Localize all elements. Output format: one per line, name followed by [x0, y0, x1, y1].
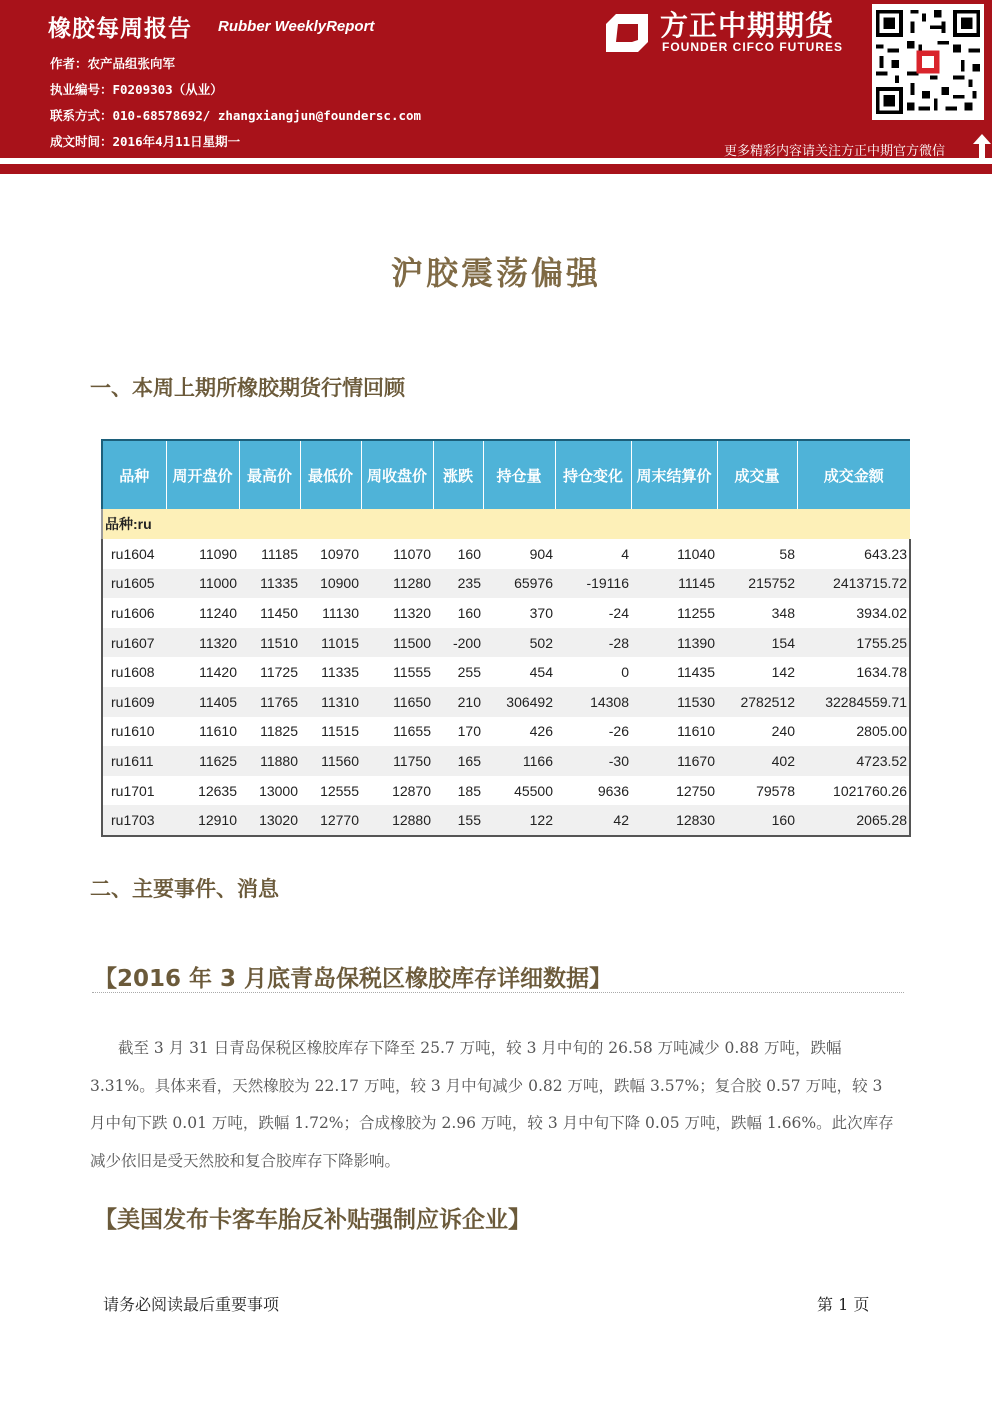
table-cell: 1021760.26 — [797, 776, 910, 806]
column-header: 品种 — [102, 440, 166, 509]
table-cell: 165 — [433, 746, 483, 776]
table-row — [102, 628, 910, 658]
company-logo-icon — [604, 12, 650, 54]
wechat-qr-code-icon — [872, 4, 984, 120]
table-cell: -28 — [555, 628, 631, 658]
table-cell: 11185 — [261, 545, 298, 562]
wechat-follow-note: 更多精彩内容请关注方正中期官方微信 — [724, 144, 946, 159]
table-cell: 1755.25 — [797, 628, 910, 658]
table-cell: 11240 — [199, 604, 237, 621]
table-cell: 11420 — [199, 664, 237, 681]
table-cell: 155 — [433, 805, 483, 836]
table-cell: 11500 — [361, 628, 433, 658]
table-cell: 11335 — [321, 664, 359, 681]
table-cell: 11880 — [239, 746, 300, 776]
news-body-qingdao-inventory: 截至 3 月 31 日青岛保税区橡胶库存下降至 25.7 万吨，较 3 月中旬的 26.58 万吨减少 0.88 万吨，跌幅 3.31%。具体来看，天然橡胶为 22.17 万吨，较 3 月中旬减少 0.82 万吨，跌幅 3.57%；复合胶 0.57 万吨，较 3 月中旬下跌 0.01 万吨，跌幅 1.72%；合成橡胶为 2.96 万吨，较 3 月中旬下降 0.05 万吨，跌幅 1.66%。此次库存减少依旧是受天然胶和复合胶库存下降影响。 — [90, 1039, 894, 1170]
table-cell: 58 — [779, 545, 795, 562]
column-header: 成交金额 — [797, 440, 910, 509]
table-cell: 11090 — [199, 545, 237, 562]
author-line: 作者：农产品组张向军 — [50, 56, 176, 71]
table-cell: 12750 — [676, 782, 715, 799]
table-cell: 11015 — [300, 628, 361, 658]
table-cell: 643.23 — [797, 539, 910, 569]
column-header: 最低价 — [300, 440, 361, 509]
table-cell: 11040 — [677, 545, 715, 562]
table-cell: 2805.00 — [797, 717, 910, 747]
table-cell: 122 — [483, 805, 555, 836]
contract-code-cell: ru1605 — [102, 569, 166, 599]
contract-code-cell: ru1701 — [102, 776, 166, 806]
table-cell: 11765 — [239, 687, 300, 717]
table-cell: 11335 — [239, 569, 300, 599]
table-cell: 11320 — [166, 628, 239, 658]
column-header: 最高价 — [239, 440, 300, 509]
table-cell: 11610 — [677, 723, 715, 740]
table-cell: 13000 — [259, 782, 298, 799]
contract-code-cell: ru1604 — [102, 539, 166, 569]
quotes-table — [101, 439, 909, 837]
table-cell: 2413715.72 — [797, 569, 910, 599]
contract-code-cell: ru1608 — [102, 657, 166, 687]
table-cell: 65976 — [483, 569, 555, 599]
table-cell: 160 — [717, 805, 797, 836]
table-cell: 11610 — [199, 723, 237, 740]
table-cell: 10970 — [320, 545, 359, 562]
table-cell: 348 — [771, 604, 795, 621]
table-cell: 11560 — [300, 746, 361, 776]
table-cell: 11000 — [166, 569, 239, 599]
date-line: 成文时间：2016年4月11日星期一 — [50, 134, 241, 149]
news-title-qingdao-inventory: 【2016 年 3 月底青岛保税区橡胶库存详细数据】 — [94, 966, 613, 992]
table-cell: -26 — [608, 723, 629, 740]
table-cell: 11310 — [300, 687, 361, 717]
table-cell: 306492 — [483, 687, 555, 717]
table-cell: 12555 — [320, 782, 359, 799]
table-cell: 11530 — [631, 687, 717, 717]
table-cell: 11650 — [361, 687, 433, 717]
table-row — [102, 657, 910, 687]
table-cell: 185 — [457, 782, 481, 799]
table-cell: 454 — [529, 664, 553, 681]
table-cell: 12830 — [631, 805, 717, 836]
company-name-en: FOUNDER CIFCO FUTURES — [662, 40, 843, 54]
table-cell: 12910 — [166, 805, 239, 836]
section-heading-market-review: 一、本周上期所橡胶期货行情回顾 — [90, 376, 405, 400]
table-cell: 12870 — [392, 782, 431, 799]
table-cell: 11750 — [361, 746, 433, 776]
table-cell: 12635 — [198, 782, 237, 799]
table-cell: 235 — [433, 569, 483, 599]
table-cell: -200 — [433, 628, 483, 658]
table-cell: -24 — [608, 604, 629, 621]
table-cell: 11130 — [322, 604, 359, 621]
table-cell: 1166 — [483, 746, 555, 776]
header-divider — [0, 164, 992, 174]
report-title-cn: 橡胶每周报告 — [48, 16, 192, 42]
table-cell: 45500 — [514, 782, 553, 799]
table-cell: 2065.28 — [797, 805, 910, 836]
table-cell: 9636 — [597, 782, 629, 799]
table-cell: 11070 — [393, 545, 431, 562]
contract-code-cell: ru1609 — [102, 687, 166, 717]
table-cell: -30 — [555, 746, 631, 776]
table-cell: 11655 — [393, 723, 431, 740]
table-cell: 12770 — [300, 805, 361, 836]
section-heading-events: 二、主要事件、消息 — [90, 877, 279, 901]
table-cell: 11625 — [166, 746, 239, 776]
table-row — [102, 746, 910, 776]
table-cell: 12880 — [361, 805, 433, 836]
table-cell: 11405 — [166, 687, 239, 717]
table-cell: 160 — [457, 604, 481, 621]
table-cell: 240 — [771, 723, 795, 740]
table-cell: 154 — [717, 628, 797, 658]
table-cell: 142 — [771, 664, 795, 681]
table-cell: 11515 — [321, 723, 359, 740]
table-row — [102, 805, 910, 836]
table-cell: 904 — [529, 545, 553, 562]
table-cell: 210 — [433, 687, 483, 717]
column-header: 持仓变化 — [555, 440, 631, 509]
table-cell: 11725 — [260, 664, 298, 681]
table-cell: 3934.02 — [797, 598, 910, 628]
contract-code-cell: ru1611 — [102, 746, 166, 776]
report-title-en: Rubber WeeklyReport — [218, 18, 375, 35]
table-cell: 11555 — [393, 664, 431, 681]
contract-code-cell: ru1703 — [102, 805, 166, 836]
column-header: 周末结算价 — [631, 440, 717, 509]
dotted-divider — [92, 992, 904, 993]
table-cell: 14308 — [555, 687, 631, 717]
table-cell: 79578 — [756, 782, 795, 799]
footer-notice: 请务必阅读最后重要事项 — [103, 1295, 280, 1314]
table-row — [102, 539, 910, 569]
arrow-up-icon — [972, 132, 992, 160]
column-header: 成交量 — [717, 440, 797, 509]
table-cell: 11145 — [631, 569, 717, 599]
variety-label: 品种:ru — [102, 509, 910, 539]
table-cell: 502 — [483, 628, 555, 658]
table-cell: 11280 — [361, 569, 433, 599]
table-cell: 11825 — [260, 723, 298, 740]
table-cell: 13020 — [239, 805, 300, 836]
table-cell: 4 — [621, 545, 629, 562]
table-cell: 11670 — [631, 746, 717, 776]
column-header: 持仓量 — [483, 440, 555, 509]
company-name-cn: 方正中期期货 — [660, 9, 835, 42]
table-cell: 255 — [457, 664, 481, 681]
table-cell: 2782512 — [717, 687, 797, 717]
column-header: 涨跌 — [433, 440, 483, 509]
contract-code-cell: ru1607 — [102, 628, 166, 658]
contract-code-cell: ru1606 — [102, 598, 166, 628]
table-cell: 11390 — [631, 628, 717, 658]
table-row — [102, 598, 910, 628]
report-header — [0, 0, 992, 158]
contract-code-cell: ru1610 — [102, 717, 166, 747]
table-cell: 4723.52 — [797, 746, 910, 776]
table-cell: -19116 — [555, 569, 631, 599]
table-cell: 426 — [529, 723, 553, 740]
table-cell: 0 — [621, 664, 629, 681]
contact-line: 联系方式：010-68578692/ zhangxiangjun@foundersc.com — [50, 108, 422, 123]
page-title: 沪胶震荡偏强 — [390, 254, 601, 292]
table-row — [102, 569, 910, 599]
column-header: 周收盘价 — [361, 440, 433, 509]
table-cell: 370 — [529, 604, 553, 621]
table-cell: 10900 — [300, 569, 361, 599]
table-cell: 11255 — [677, 604, 715, 621]
table-row — [102, 776, 910, 806]
table-cell: 160 — [457, 545, 481, 562]
variety-row — [102, 509, 910, 539]
table-cell: 215752 — [717, 569, 797, 599]
table-cell: 11450 — [260, 604, 298, 621]
license-line: 执业编号：F0209303（从业） — [50, 82, 223, 97]
table-cell: 1634.78 — [797, 657, 910, 687]
table-row — [102, 687, 910, 717]
news-title-us-tire-countervailing: 【美国发布卡客车胎反补贴强制应诉企业】 — [94, 1207, 531, 1233]
page-number: 第 1 页 — [817, 1295, 870, 1314]
table-cell: 11510 — [239, 628, 300, 658]
table-cell: 11435 — [677, 664, 715, 681]
column-header: 周开盘价 — [166, 440, 239, 509]
table-cell: 11320 — [393, 604, 431, 621]
table-cell: 42 — [555, 805, 631, 836]
table-cell: 170 — [457, 723, 481, 740]
table-header-row — [102, 440, 910, 509]
table-row — [102, 717, 910, 747]
table-cell: 32284559.71 — [797, 687, 910, 717]
table-cell: 402 — [717, 746, 797, 776]
